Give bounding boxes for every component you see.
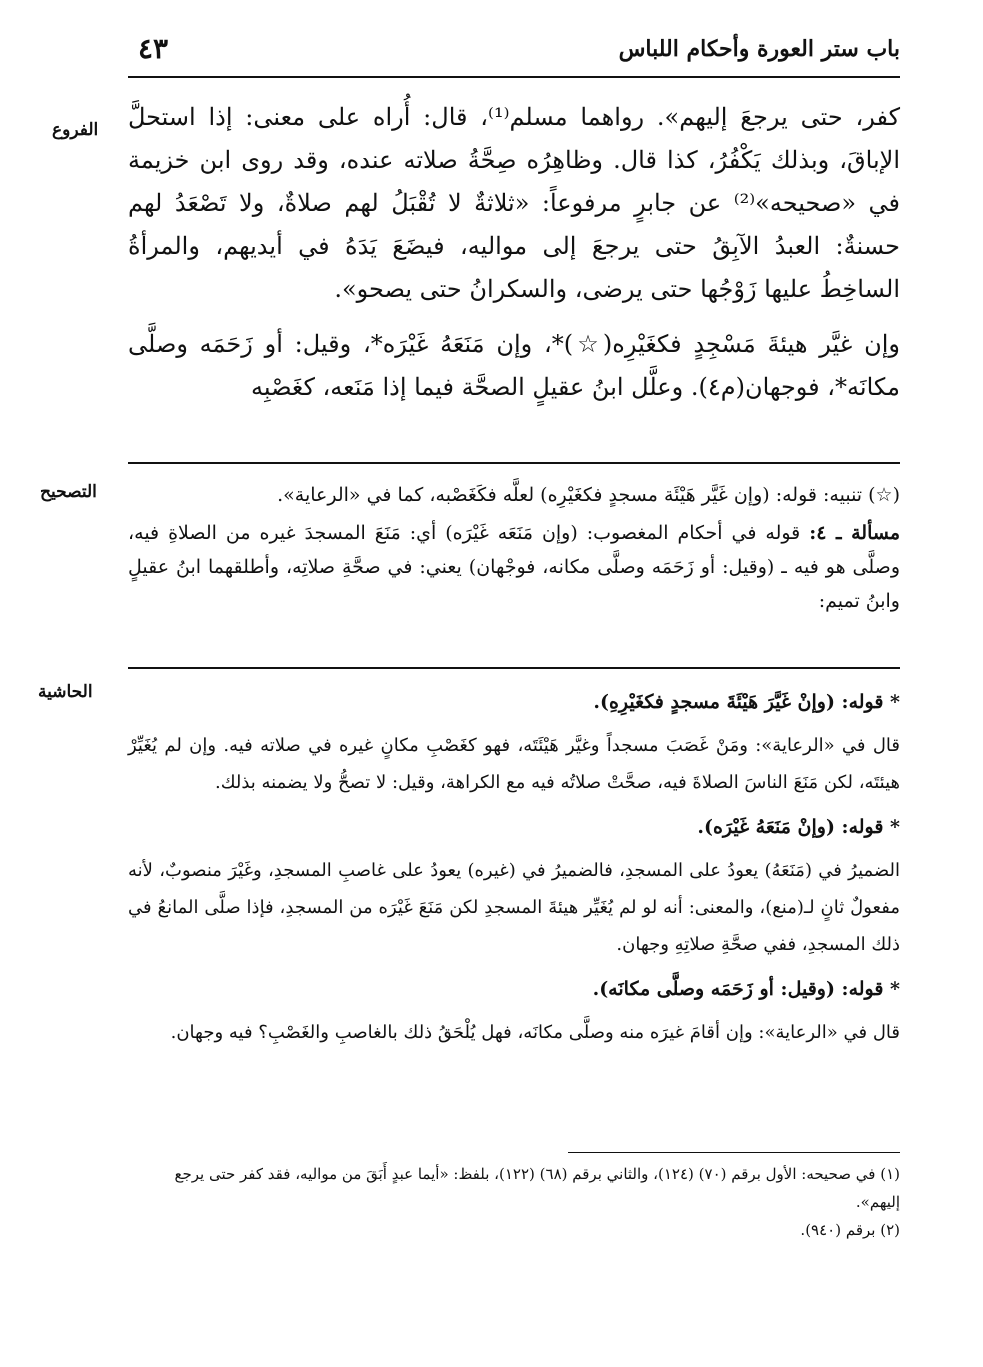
masala-body: قوله في أحكام المغصوب: (وإن مَنَعَه غَيْرَه) أي: مَنَعَ المسجدَ غيره من الصلاةِ فيه، وصلَّى هو فيه ـ (وقيل: أو زَحَمَه وصلَّى مكانه، فوجْهان) يعني: في صحَّةِ صلاتِه، وأطلقهما ابنُ عقيلٍ وابنُ تميم: [128,522,900,612]
hashiya-quote-3: * قوله: (وقيل: أو زَحَمَه وصلَّى مكانَه). [592,978,900,1000]
masala-lead: مسألة ـ ٤: [809,522,900,544]
main-paragraph-2: وإن غيَّر هيئةَ مَسْجِدٍ فكغَيْرِه(☆)*، وإن مَنَعَهُ غَيْرَه*، وقيل: أو زَحَمَه وصلَّى مكانَه*، فوجهان(م٤). وعلَّل ابنُ عقيلٍ الصحَّة فيما إذا مَنَعه، كغَصْبِه [128,330,900,401]
hashiya-text [128,684,900,1059]
hashiya-body-3: قال في «الرعاية»: وإن أقامَ غيرَه منه وصلَّى مكانَه، فهل يُلْحَقُ ذلك بالغاصبِ والغَصْبِ؟ فيه وجهان. [170,1022,900,1043]
section-label-hashiya: الحاشية [38,682,93,702]
page-number: ٤٣ [138,32,169,65]
section-divider [128,667,900,669]
section-label-furu: الفروع [52,120,99,140]
hashiya-body-2: الضميرُ في (مَنَعَهُ) يعودُ على المسجدِ، فالضميرُ في (غيره) يعودُ على غاصبِ المسجدِ، وغَيْرَ منصوبٌ، لأنه مفعولٌ ثانٍ لـ(منع)، والمعنى: أنه لو لم يُغَيِّر هيئةَ المسجدِ لكن مَنَعَ غَيْرَه من المسجدِ، فإذا صلَّى المانعُ في ذلك المسجدِ، ففي صحَّةِ صلاتِهِ وجهان. [128,860,900,955]
section-divider [128,462,900,464]
footnote-divider [568,1152,900,1153]
hashiya-body-1: قال في «الرعاية»: ومَنْ غَصَبَ مسجداً وغيَّر هَيْئَتَه، فهو كغَصْبِ مكانٍ غيره في صلاته فيه. وإن لم يُغَيِّرْ هيئتَه، لكن مَنَعَ الناسَ الصلاةَ فيه، صحَّتْ صلاتُه فيه مع الكراهة، وقيل: لا تصحُّ ولا يضمنه بذلك. [128,735,900,793]
tashih-paragraph-2 [128,516,900,618]
main-paragraph-1: كفر، حتى يرجعَ إليهم». رواهما مسلم⁽¹⁾، قال: أُراه على معنى: إذا استحلَّ الإباقَ، وبذلك يَكْفُرُ، كذا قال. وظاهِرُه صِحَّةُ صلاته عنده، وقد روى ابن خزيمة في «صحيحه»⁽²⁾ عن جابرٍ مرفوعاً: «ثلاثةٌ لا تُقْبَلُ لهم صلاةٌ، ولا تَصْعَدُ لهم حسنةٌ: العبدُ الآبِقُ حتى يرجعَ إلى مواليه، فيضَعَ يَدَهُ في أيديهم، والمرأةُ الساخِطُ عليها زَوْجُها حتى يرضى، والسكرانُ حتى يصحو». [128,103,901,303]
section-label-tashih: التصحيح [40,482,97,502]
page-header [128,30,900,78]
chapter-title: باب ستر العورة وأحكام اللباس [618,36,900,62]
footnotes [128,1160,900,1244]
tashih-text [128,478,900,618]
hashiya-quote-1: * قوله: (وإنْ غَيَّرَ هَيْئَةَ مسجدٍ فكغَيْرِهِ). [593,691,900,713]
footnote-1: (١) في صحيحه: الأول برقم (٧٠) (١٢٤)، والثاني برقم (٦٨) (١٢٢)، بلفظ: «أيما عبدٍ أَبَقَ من مواليه، فقد كفر حتى يرجع إليهم». [174,1165,900,1211]
hashiya-quote-2: * قوله: (وإنْ مَنَعَهُ غَيْرَه). [697,816,900,838]
tashih-paragraph-1: (☆) تنبيه: قوله: (وإن غَيَّر هَيْئَة مسجدٍ فكغَيْرِه) لعلَّه فكَغَصْبه، كما في «الرعاية». [277,484,900,506]
footnote-2: (٢) برقم (٩٤٠). [800,1221,900,1239]
main-text [128,96,900,409]
